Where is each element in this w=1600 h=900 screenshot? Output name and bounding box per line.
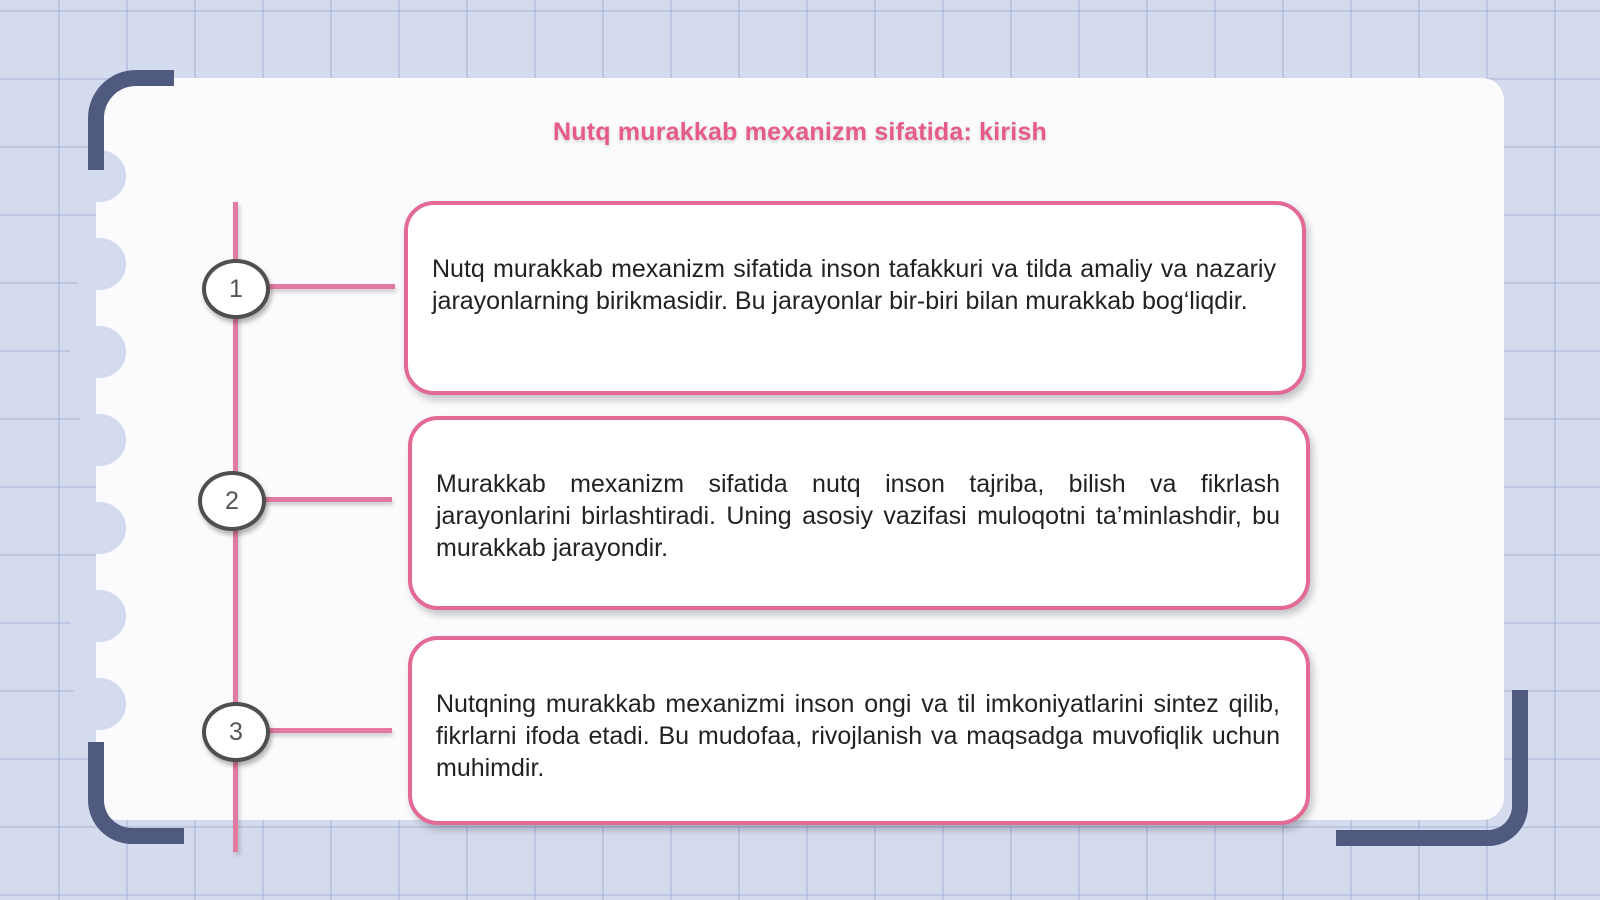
binder-notch: [70, 326, 126, 378]
step-marker-3: 3: [202, 702, 270, 762]
binder-notch: [70, 502, 126, 554]
frame-corner-bottom-left: [88, 742, 184, 844]
step-card-2: [408, 416, 1310, 610]
timeline-connector: [265, 284, 395, 289]
step-text-3: Nutqning murakkab mexanizmi inson ongi va til imkoniyatlarini sintez qilib, fikrlarni ifoda etadi. Bu mudofaa, rivojlanish va maqsadga muvofiqlik uchun muhimdir.: [436, 690, 1280, 782]
binder-notch: [70, 414, 126, 466]
timeline-connector: [265, 728, 392, 733]
step-marker-2: 2: [198, 471, 266, 531]
frame-corner-bottom-right: [1336, 690, 1528, 846]
binder-notch: [70, 678, 126, 730]
timeline-connector: [262, 497, 392, 502]
step-card-3: [408, 636, 1310, 825]
frame-corner-top-left: [88, 70, 174, 170]
binder-notch: [70, 590, 126, 642]
binder-notch: [70, 238, 126, 290]
step-card-1: [404, 201, 1306, 395]
step-text-2: Murakkab mexanizm sifatida nutq inson tajriba, bilish va fikrlash jarayonlarini birlashtiradi. Uning asosiy vazifasi muloqotni ta’minlashdir, bu murakkab jarayondir.: [436, 470, 1280, 562]
step-marker-1: 1: [202, 259, 270, 319]
step-text-1: Nutq murakkab mexanizm sifatida inson tafakkuri va tilda amaliy va nazariy jarayonlarning birikmasidir. Bu jarayonlar bir-biri bilan murakkab bog‘liqdir.: [432, 255, 1276, 315]
slide-title: Nutq murakkab mexanizm sifatida: kirish: [552, 118, 1048, 146]
